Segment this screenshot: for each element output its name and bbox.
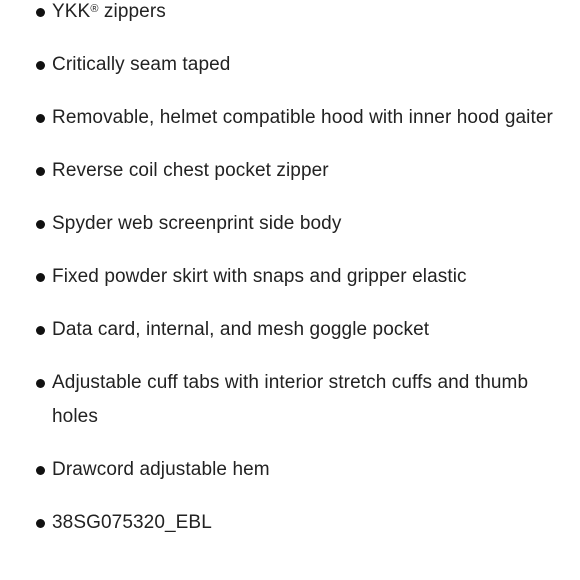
feature-text: Fixed powder skirt with snaps and gripper elastic bbox=[52, 266, 467, 287]
feature-text: Spyder web screenprint side body bbox=[52, 213, 342, 234]
bullet-icon bbox=[36, 61, 45, 70]
bullet-icon bbox=[36, 8, 45, 17]
feature-text: Reverse coil chest pocket zipper bbox=[52, 160, 329, 181]
feature-text: Critically seam taped bbox=[52, 54, 231, 75]
bullet-icon bbox=[36, 466, 45, 475]
feature-text: Data card, internal, and mesh goggle pocket bbox=[52, 319, 430, 340]
bullet-icon bbox=[36, 273, 45, 282]
bullet-icon bbox=[36, 326, 45, 335]
bullet-icon bbox=[36, 519, 45, 528]
feature-text: Adjustable cuff tabs with interior stretch cuffs and thumb holes bbox=[52, 372, 529, 427]
bullet-icon bbox=[36, 114, 45, 123]
bullet-icon bbox=[36, 220, 45, 229]
bullet-icon bbox=[36, 379, 45, 388]
feature-text: 38SG075320_EBL bbox=[52, 512, 212, 533]
feature-text: Removable, helmet compatible hood with inner hood gaiter bbox=[52, 107, 553, 128]
bullet-icon bbox=[36, 167, 45, 176]
feature-text: YKK® zippers bbox=[52, 1, 166, 22]
feature-text: Drawcord adjustable hem bbox=[52, 459, 270, 480]
